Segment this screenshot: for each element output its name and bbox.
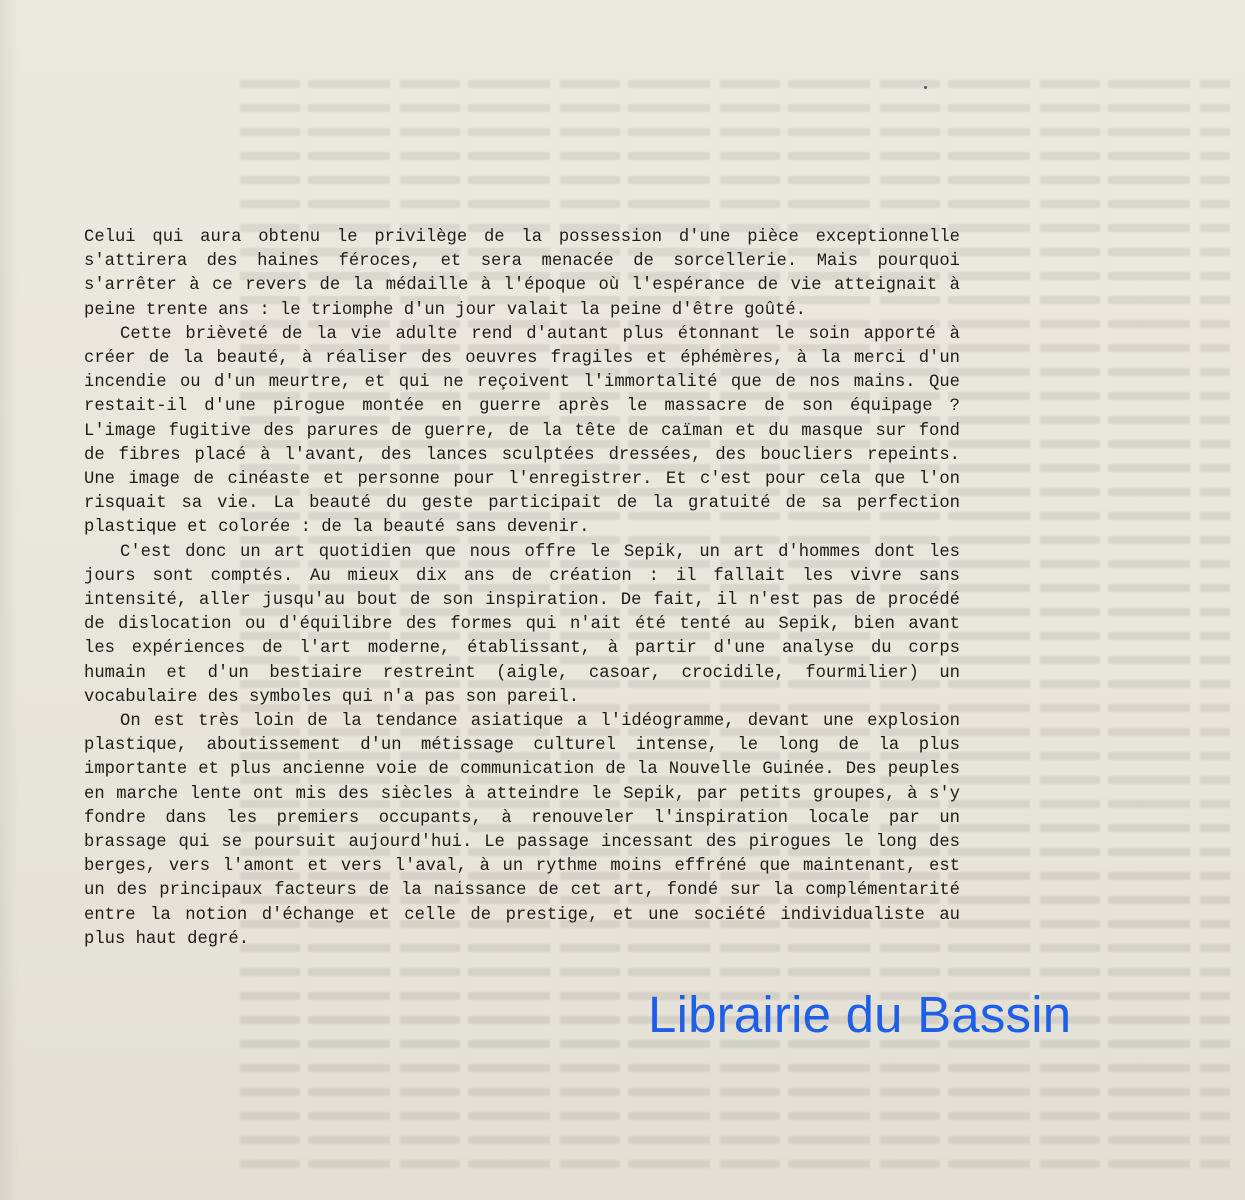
paragraph-4: On est très loin de la tendance asiatique a l'idéogramme, devant une explosion plastique, aboutissement d'un métissage culturel intense, le long de la plus importante et plus ancienne voie de communication de la Nouvelle Guinée. Des peuples en marche lente ont mis des siècles à atteindre le Sepik, par petits groupes, à s'y fondre dans les premiers occupants, à renouveler l'inspiration locale par un brassage qui se poursuit aujourd'hui. Le passage incessant des pirogues le long des berges, vers l'amont et vers l'aval, à un rythme moins effréné que maintenant, est un des principaux facteurs de la naissance de cet art, fondé sur la complémentarité entre la notion d'échange et celle de prestige, et une société individualiste au plus haut degré. [84, 712, 960, 949]
paragraph-2: Cette brièveté de la vie adulte rend d'autant plus étonnant le soin apporté à créer de la beauté, à réaliser des oeuvres fragiles et éphémères, à la merci d'un incendie ou d'un meurtre, et qui ne reçoivent l'immortalité que de nos mains. Que restait-il d'une pirogue montée en guerre après le massacre de son équipage ? L'image fugitive des parures de guerre, de la tête de caïman et du masque sur fond de fibres placé à l'avant, des lances sculptées dressées, des boucliers repeints. Une image de cinéaste et personne pour l'enregistrer. Et c'est pour cela que l'on risquait sa vie. La beauté du geste participait de la gratuité de sa perfection plastique et colorée : de la beauté sans devenir. [84, 324, 960, 538]
paragraph-1: Celui qui aura obtenu le privilège de la possession d'une pièce exceptionnelle s'attirera des haines féroces, et sera menacée de sorcellerie. Mais pourquoi s'arrêter à ce revers de la médaille à l'époque où l'espérance de vie atteignait à peine trente ans : le triomphe d'un jour valait la peine d'être goûté. [84, 228, 960, 320]
body-text [84, 226, 960, 952]
page-speck [924, 86, 927, 89]
paragraph-3: C'est donc un art quotidien que nous offre le Sepik, un art d'hommes dont les jours sont comptés. Au mieux dix ans de création : il fallait les vivre sans intensité, aller jusqu'au bout de son inspiration. De fait, il n'est pas de procédé de dislocation ou d'équilibre des formes qui n'ait été tenté au Sepik, bien avant les expériences de l'art moderne, établissant, à partir d'une analyse du corps humain et d'un bestiaire restreint (aigle, casoar, crocidile, fourmilier) un vocabulaire des symboles qui n'a pas son pareil. [84, 542, 960, 707]
bookseller-watermark: Librairie du Bassin [648, 986, 1072, 1043]
